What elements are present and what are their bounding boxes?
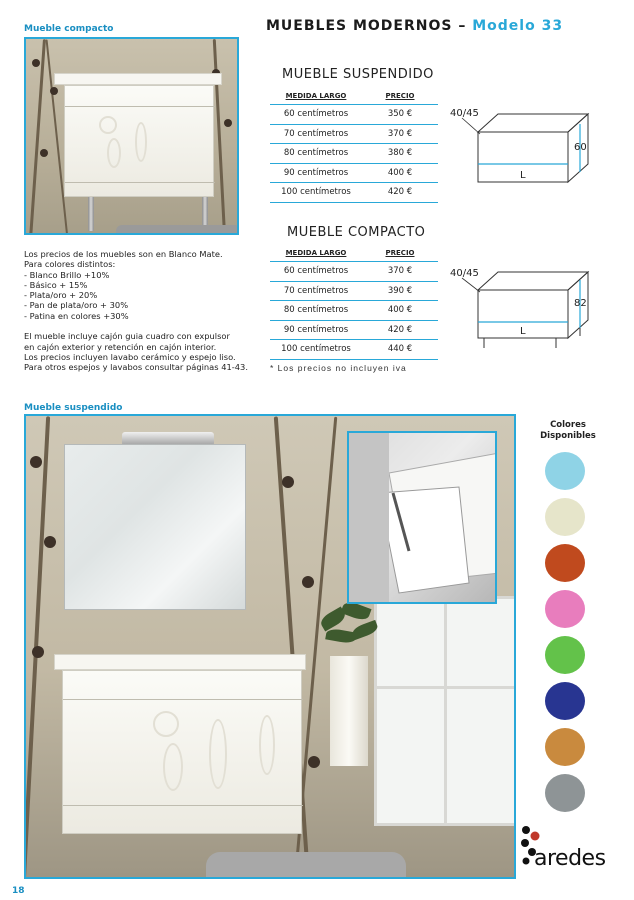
suspendido-col-size: MEDIDA LARGO [270,90,362,105]
size-cell: 60 centímetros [270,262,362,282]
size-cell: 70 centímetros [270,281,362,301]
suspendido-height-label: 60 [574,142,587,153]
table-row [270,124,438,144]
description-line: - Básico + 15% [24,279,88,290]
size-cell: 100 centímetros [270,183,362,203]
price-cell: 400 € [362,163,438,183]
color-swatch-pink[interactable] [545,590,585,628]
price-cell: 420 € [362,183,438,203]
colors-label-line2: Disponibles [540,431,596,441]
size-cell: 60 centímetros [270,105,362,125]
compacto-dimension-diagram [448,262,608,358]
suspendido-dimension-diagram [448,102,608,194]
color-swatch-cream[interactable] [545,498,585,536]
price-cell: 390 € [362,281,438,301]
table-row [270,281,438,301]
table-row [270,262,438,282]
size-cell: 70 centímetros [270,124,362,144]
compacto-depth-label: 40/45 [450,268,479,279]
price-cell: 440 € [362,340,438,360]
price-cell: 380 € [362,144,438,164]
price-cell: 420 € [362,320,438,340]
page-number: 18 [12,886,25,896]
header-model: Modelo 33 [472,18,564,34]
compacto-length-label: L [520,326,526,337]
price-cell: 370 € [362,262,438,282]
description-line: - Patina en colores +30% [24,310,129,321]
brand-name: aredes [534,846,606,871]
table-row [270,163,438,183]
suspendido-depth-label: 40/45 [450,108,479,119]
description-line: - Pan de plata/oro + 30% [24,300,129,311]
description-line: Los precios de los muebles son en Blanco Mate. [24,249,223,259]
table-row [270,144,438,164]
size-cell: 90 centímetros [270,163,362,183]
description-line: - Blanco Brillo +10% [24,269,110,280]
inset-drawer-detail [347,431,497,604]
iva-note: * Los precios no incluyen iva [270,363,407,373]
description-line: El mueble incluye cajón guia cuadro con expulsor [24,331,230,342]
price-cell: 370 € [362,124,438,144]
suspendido-col-price: PRECIO [362,90,438,105]
price-cell: 400 € [362,301,438,321]
colors-label-line1: Colores [550,420,586,430]
description-line: Para colores distintos: [24,259,116,270]
description-line: - Plata/oro + 20% [24,290,98,301]
compacto-col-size: MEDIDA LARGO [270,247,362,262]
photo-compact-cabinet [24,37,239,235]
description-line: Los precios incluyen lavabo cerámico y espejo liso. [24,351,236,362]
table-row [270,301,438,321]
table-row [270,105,438,125]
description [24,249,248,373]
caption-suspendido: Mueble suspendido [24,403,123,413]
color-swatch-grey[interactable] [545,774,585,812]
color-swatch-copper[interactable] [545,728,585,766]
compacto-height-label: 82 [574,298,587,309]
suspendido-length-label: L [520,170,526,181]
colors-label [536,420,600,442]
table-row [270,320,438,340]
size-cell: 90 centímetros [270,320,362,340]
compacto-price-table [270,247,438,360]
compacto-title: MUEBLE COMPACTO [287,225,426,240]
page-header [266,18,563,34]
size-cell: 80 centímetros [270,144,362,164]
suspendido-title: MUEBLE SUSPENDIDO [282,67,434,82]
table-row [270,183,438,203]
table-row [270,340,438,360]
size-cell: 100 centímetros [270,340,362,360]
description-line: en cajón exterior y retención en cajón interior. [24,341,217,352]
suspendido-price-table [270,90,438,203]
color-swatch-rust[interactable] [545,544,585,582]
description-spacer [24,321,248,331]
color-swatch-light-blue[interactable] [545,452,585,490]
compacto-col-price: PRECIO [362,247,438,262]
caption-compacto: Mueble compacto [24,24,114,34]
price-cell: 350 € [362,105,438,125]
color-swatch-navy[interactable] [545,682,585,720]
color-swatch-green[interactable] [545,636,585,674]
description-line: Para otros espejos y lavabos consultar páginas 41-43. [24,362,248,373]
header-prefix: MUEBLES MODERNOS – [266,18,473,34]
size-cell: 80 centímetros [270,301,362,321]
